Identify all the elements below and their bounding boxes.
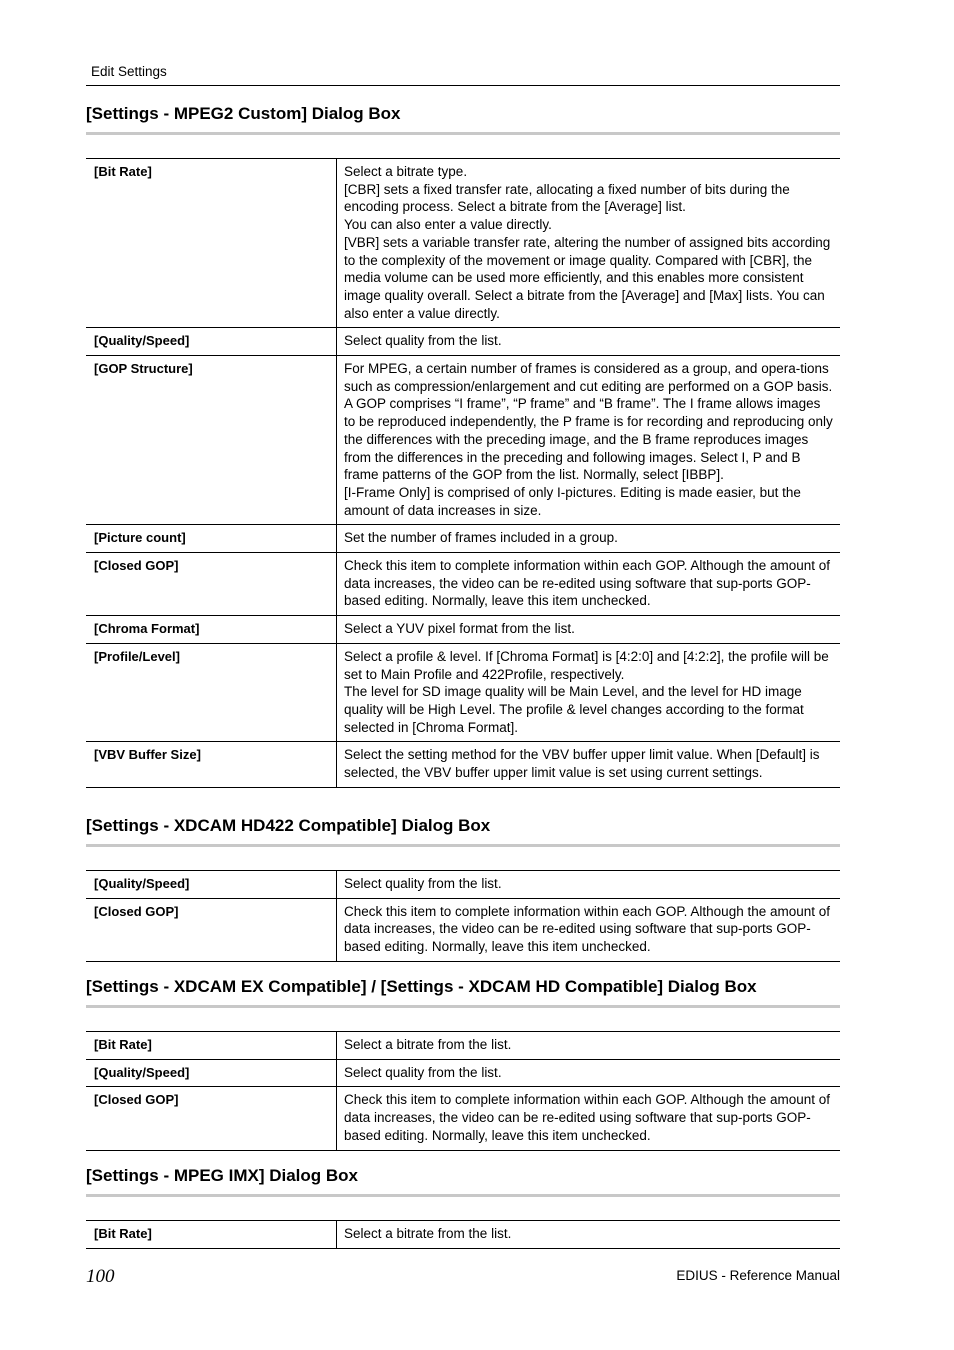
table-row <box>86 643 840 742</box>
setting-name: [Quality/Speed] <box>86 328 337 356</box>
table-row <box>86 553 840 616</box>
setting-name: [Profile/Level] <box>86 643 337 742</box>
description-paragraph: Select the setting method for the VBV buffer upper limit value. When [Default] is selected, the VBV buffer upper limit value is set using current settings. <box>344 747 820 781</box>
section-title: [Settings - MPEG IMX] Dialog Box <box>86 1166 840 1197</box>
setting-name: [Bit Rate] <box>86 1032 337 1060</box>
description-paragraph: Select quality from the list. <box>344 333 502 349</box>
setting-description <box>337 616 841 644</box>
description-paragraph: [I-Frame Only] is comprised of only I-pictures. Editing is made easier, but the amount of data increases in size. <box>344 484 801 518</box>
description-paragraph: Set the number of frames included in a group. <box>344 530 618 546</box>
table-row <box>86 871 840 899</box>
description-paragraph: Select a bitrate from the list. <box>344 1037 512 1052</box>
table-row <box>86 1221 840 1249</box>
setting-description <box>337 159 841 328</box>
settings-table <box>86 158 840 788</box>
description-paragraph: [CBR] sets a fixed transfer rate, allocating a fixed number of bits during the encoding process. Select a bitrate from the [Average] list. <box>344 181 790 215</box>
description-paragraph: Select a bitrate from the list. <box>344 1226 512 1241</box>
description-paragraph: Select a YUV pixel format from the list. <box>344 621 575 637</box>
footer-manual-title: EDIUS - Reference Manual <box>676 1268 840 1283</box>
table-row <box>86 1059 840 1087</box>
setting-name: [Chroma Format] <box>86 616 337 644</box>
settings-table <box>86 1220 840 1249</box>
setting-name: [Closed GOP] <box>86 553 337 616</box>
section-title: [Settings - MPEG2 Custom] Dialog Box <box>86 104 840 135</box>
setting-description <box>337 898 841 961</box>
table-row <box>86 742 840 787</box>
description-paragraph: For MPEG, a certain number of frames is considered as a group, and opera-tions such as compression/enlargement and cut editing are performed on a GOP basis. A GOP comprises “I frame”, “P frame” and “B frame”. The I frame allows images to be reproduced independently, the P frame is for recording and reproducing only the differences with the preceding image, and the B frame reproduces images from the differences in the preceding and following images. Select I, P and B frame patterns of the GOP from the list. Normally, select [IBBP]. <box>344 361 833 483</box>
description-paragraph: Select a bitrate type. <box>344 164 468 179</box>
settings-table <box>86 1031 840 1151</box>
table-row <box>86 159 840 328</box>
setting-description <box>337 1059 841 1087</box>
table-row <box>86 525 840 553</box>
setting-name: [Quality/Speed] <box>86 871 337 899</box>
setting-name: [GOP Structure] <box>86 356 337 525</box>
description-paragraph: The level for SD image quality will be Main Level, and the level for HD image quality will be High Level. The profile & level changes according to the format selected in [Chroma Format]. <box>344 684 804 735</box>
section-title: [Settings - XDCAM HD422 Compatible] Dialog Box <box>86 816 840 847</box>
section-mpeg-imx <box>86 1166 840 1249</box>
setting-description <box>337 553 841 616</box>
table-row <box>86 616 840 644</box>
setting-name: [Quality/Speed] <box>86 1059 337 1087</box>
setting-description <box>337 328 841 356</box>
settings-table <box>86 870 840 962</box>
setting-name: [Picture count] <box>86 525 337 553</box>
setting-description <box>337 742 841 787</box>
description-paragraph: Select quality from the list. <box>344 876 502 891</box>
description-paragraph: Check this item to complete information within each GOP. Although the amount of data increases, the video can be re-edited using software that sup-ports GOP-based editing. Normally, leave this item unchecked. <box>344 903 831 955</box>
setting-description <box>337 1032 841 1060</box>
setting-description <box>337 643 841 742</box>
setting-description <box>337 871 841 899</box>
description-paragraph: Check this item to complete information within each GOP. Although the amount of data increases, the video can be re-edited using software that sup-ports GOP-based editing. Normally, leave this item unchecked. <box>344 558 831 609</box>
page-number: 100 <box>86 1266 115 1287</box>
table-row <box>86 898 840 961</box>
setting-name: [Closed GOP] <box>86 1087 337 1150</box>
section-mpeg2-custom <box>86 104 840 788</box>
section-title: [Settings - XDCAM EX Compatible] / [Settings - XDCAM HD Compatible] Dialog Box <box>86 977 840 1008</box>
table-row <box>86 328 840 356</box>
description-paragraph: Check this item to complete information within each GOP. Although the amount of data increases, the video can be re-edited using software that sup-ports GOP-based editing. Normally, leave this item unchecked. <box>344 1092 831 1143</box>
description-paragraph: Select a profile & level. If [Chroma Format] is [4:2:0] and [4:2:2], the profile will be set to Main Profile and 422Profile, respectively. <box>344 648 829 682</box>
running-head: Edit Settings <box>91 64 167 79</box>
description-paragraph: You can also enter a value directly. <box>344 217 552 233</box>
setting-name: [VBV Buffer Size] <box>86 742 337 787</box>
setting-description <box>337 1221 841 1249</box>
setting-name: [Closed GOP] <box>86 898 337 961</box>
table-row <box>86 356 840 525</box>
setting-description <box>337 525 841 553</box>
description-paragraph: Select quality from the list. <box>344 1064 502 1080</box>
header-rule <box>86 85 840 86</box>
setting-description <box>337 1087 841 1150</box>
description-paragraph: [VBR] sets a variable transfer rate, altering the number of assigned bits according to the complexity of the movement or image quality. Compared with [CBR], the media volume can be used more efficiently, and this enables more consistent image quality overall. Select a bitrate from the [Average] and [Max] lists. You can also enter a value directly. <box>344 234 831 321</box>
section-xdcam-ex-hd <box>86 977 840 1151</box>
setting-description <box>337 356 841 525</box>
table-row <box>86 1087 840 1150</box>
setting-name: [Bit Rate] <box>86 1221 337 1249</box>
section-xdcam-hd422 <box>86 816 840 962</box>
table-row <box>86 1032 840 1060</box>
setting-name: [Bit Rate] <box>86 159 337 328</box>
